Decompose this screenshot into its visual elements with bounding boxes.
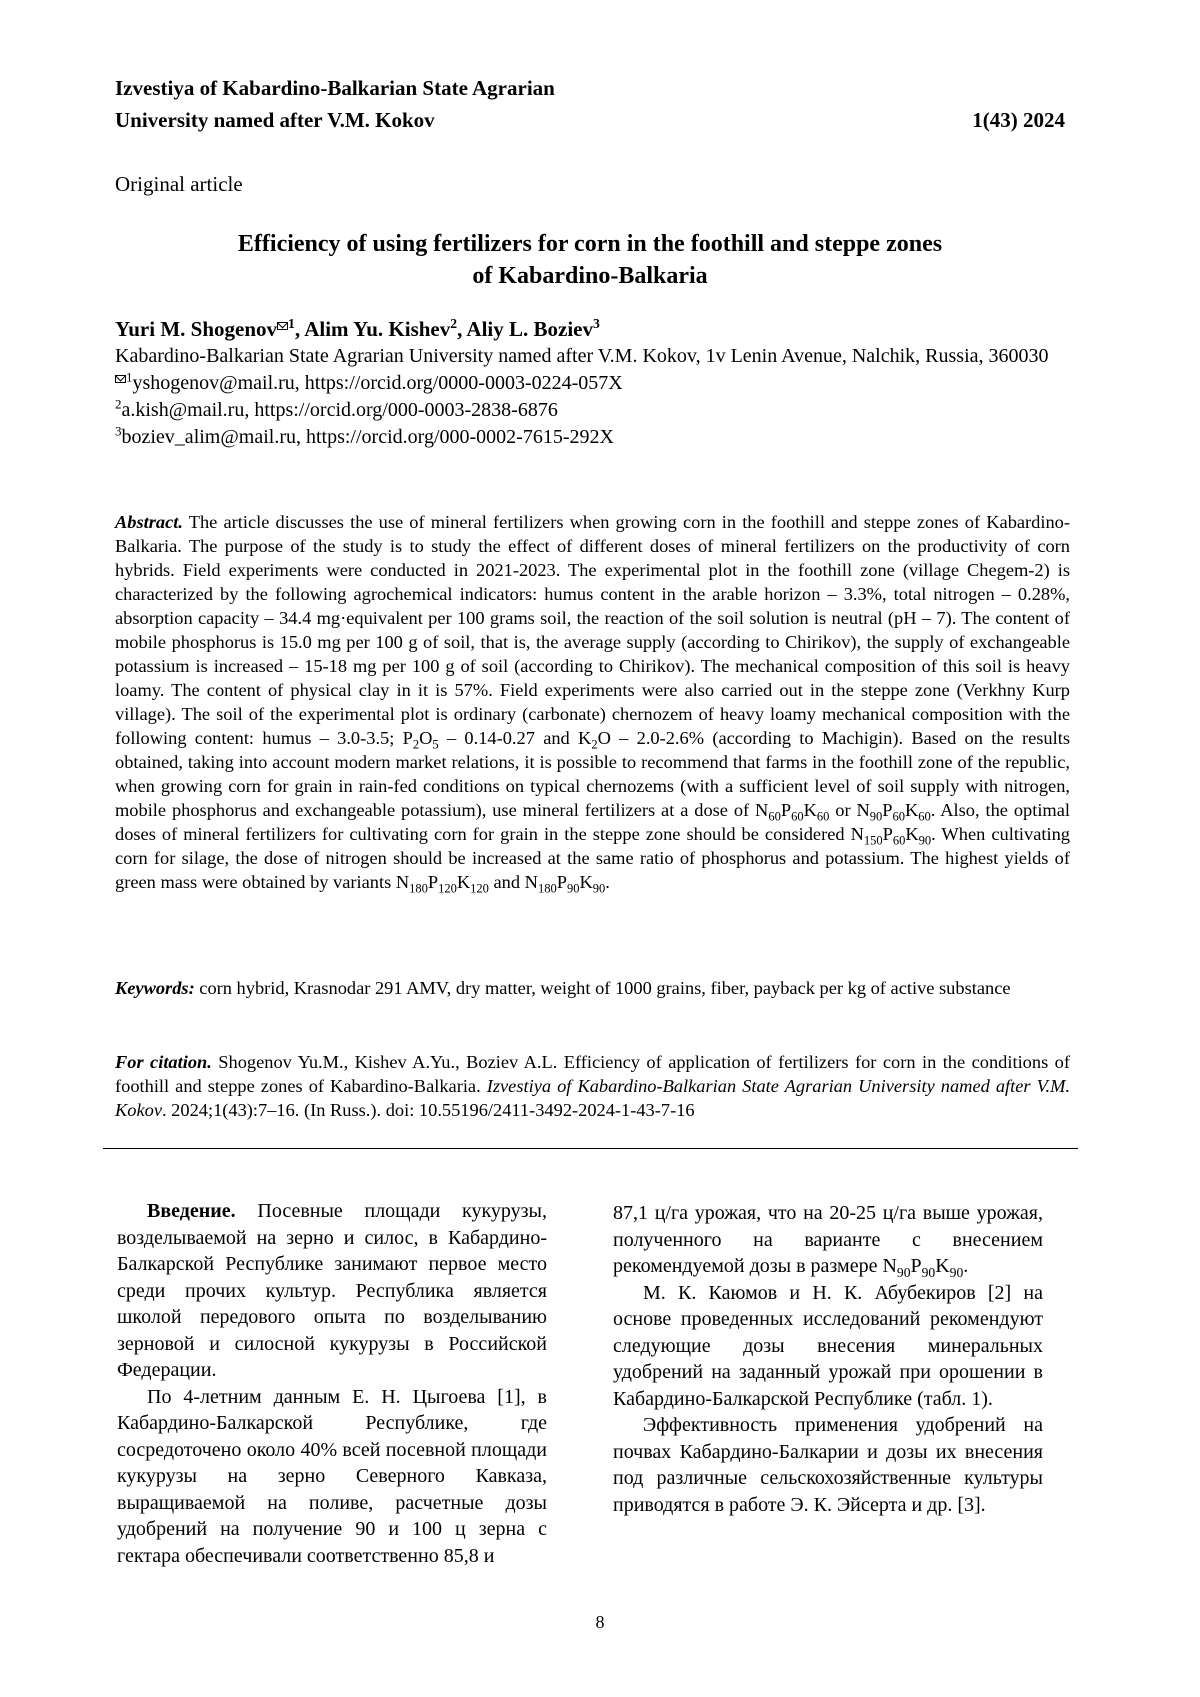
contact-2-link[interactable]: a.kish@mail.ru, https://orcid.org/000-0003-2838-6876 bbox=[121, 399, 558, 421]
body-column-left bbox=[117, 1198, 547, 1569]
page-number: 8 bbox=[595, 1612, 605, 1632]
keywords-text: corn hybrid, Krasnodar 291 AMV, dry matter, weight of 1000 grains, fiber, payback per kg of active substance bbox=[194, 978, 1011, 998]
title-line-1: Efficiency of using fertilizers for corn in the foothill and steppe zones bbox=[237, 231, 943, 257]
contact-3-link[interactable]: boziev_alim@mail.ru, https://orcid.org/000-0002-7615-292X bbox=[121, 426, 614, 448]
paragraph: М. К. Каюмов и Н. К. Абубекиров [2] на основе проведенных исследований рекомендуют следующие дозы внесения минеральных удобрений на заданный урожай при орошении в Кабардино-Балкарской Республике (табл. 1). bbox=[613, 1281, 1043, 1410]
keywords-label: Keywords: bbox=[115, 978, 195, 998]
citation-doi: . 2024;1(43):7–16. (In Russ.). doi: 10.55196/2411-3492-2024-1-43-7-16 bbox=[161, 1100, 695, 1120]
citation-journal: Izvestiya of Kabardino-Balkarian State Agrarian University named after V.M. Kokov bbox=[115, 1076, 1070, 1120]
article-title bbox=[115, 228, 1065, 292]
author-1-sup: 1 bbox=[288, 316, 295, 331]
contact-1: $^1$yshogenov@mail.ru, https://orcid.org/0000-0003-0224-057X bbox=[115, 370, 1070, 397]
author-1: Yuri M. Shogenov bbox=[115, 317, 278, 341]
paragraph: Введение. Посевные площади кукурузы, возделываемой на зерно и силос, в Кабардино-Балкарской Республике занимают первое место среди прочих культур. Республика является школой передового опыта по возделыванию зерновой и силосной кукурузы в Российской Федерации. bbox=[117, 1200, 547, 1381]
journal-name-line1: Izvestiya of Kabardino-Balkarian State Agrarian bbox=[115, 76, 555, 100]
contact-1-link[interactable]: yshogenov@mail.ru, https://orcid.org/0000-0003-0224-057X bbox=[132, 372, 623, 394]
contact-2: $^2$a.kish@mail.ru, https://orcid.org/000-0003-2838-6876 bbox=[115, 396, 558, 421]
section-heading-introduction: Введение. bbox=[147, 1200, 236, 1222]
author-names: Yuri M. Shogenov $^1$, Alim Yu. Kishev$^2$, Aliy L. Boziev$^3$ bbox=[115, 316, 600, 341]
body-column-right bbox=[613, 1200, 1043, 1518]
author-3: Aliy L. Boziev bbox=[466, 317, 593, 341]
section-divider bbox=[103, 1148, 1078, 1149]
keywords bbox=[115, 976, 1070, 1000]
journal-name-line2: University named after V.M. Kokov bbox=[115, 108, 435, 132]
author-2: Alim Yu. Kishev bbox=[304, 317, 451, 341]
article-type: Original article bbox=[115, 172, 243, 196]
abstract: Abstract. The article discusses the use of mineral fertilizers when growing corn in the foothill and steppe zones of Kabardino-Balkaria. The purpose of the study is to study the effect of different doses of mineral fertilizers on the productivity of corn hybrids. Field experiments were conducted in 2021-2023. The experimental plot in the foothill zone (village Chegem-2) is characterized by the following agrochemical indicators: humus content in the arable horizon – 3.3%, total nitrogen – 0.28%, absorption capacity – 34.4 mg·equivalent per 100 grams soil, the reaction of the soil solution is neutral (pH – 7). The content of mobile phosphorus is 15.0 mg per 100 g of soil, that is, the average supply (according to Chirikov), the supply of exchangeable potassium is increased – 15-18 mg per 100 g of soil (according to Chirikov). The mechanical composition of this soil is heavy loamy. The content of physical clay in it is 57%. Field experiments were also carried out in the steppe zone (Verkhny Kurp village). The soil of the experimental plot is ordinary (carbonate) chernozem of heavy loamy mechanical composition with the following content: humus – 3.0-3.5; $P_2O_5 - 0.14-0.27$ and $K_2O - 2.0-2.6\%$ (according to Machigin). Based on the results obtained, taking into account modern market relations, it is possible to recommend that farms in the foothill zone of the republic, when growing corn for grain in rain-fed conditions on typical chernozems (with a sufficient level of soil supply with nitrogen, mobile phosphorus and exchangeable potassium), use mineral fertilizers at a dose of $N_{60}P_{60}K_{60}$ or $N_{90}P_{60}K_{60}$. Also, the optimal doses of mineral fertilizers for cultivating corn for grain in the steppe zone should be considered $N_{150}P_{60}K_{90}$. When cultivating corn for silage, the dose of nitrogen should be increased at the same ratio of phosphorus and potassium. The highest yields of green mass were obtained by variants $N_{180}P_{120}K_{120}$ and $N_{180}P_{90}K_{90}$. bbox=[115, 512, 1071, 896]
author-3-sup: 3 bbox=[593, 316, 600, 331]
abstract-label: Abstract. bbox=[115, 512, 183, 532]
citation-label: For citation. bbox=[115, 1052, 212, 1072]
running-header bbox=[115, 72, 1065, 136]
paragraph: По 4-летним данным Е. Н. Цыгоева [1], в Кабардино-Балкарской Республике, где сосредоточено около 40% всей посевной площади кукурузы на зерно Северного Кавказа, выращиваемой на поливе, расчетные дозы удобрений на получение 90 и 100 ц зерна с гектара обеспечивали соответственно 85,8 и bbox=[117, 1385, 547, 1567]
author-block bbox=[115, 316, 1070, 451]
header-row bbox=[115, 104, 1065, 136]
title-line-2: of Kabardino-Balkaria bbox=[472, 263, 708, 289]
paragraph: 87,1 ц/га урожая, что на 20-25 ц/га выше урожая, полученного на варианте с внесением рекомендуемой дозы в размере $N_{90}P_{90}K_{90}$. bbox=[613, 1202, 1043, 1280]
citation: For citation. Shogenov Yu.M., Kishev A.Yu., Boziev A.L. Efficiency of application of fertilizers for corn in the conditions of foothill and steppe zones of Kabardino-Balkaria. Izvestiya of Kabardino-Balkarian State Agrarian University named after V.M. Kokov. 2024;1(43):7–16. (In Russ.). doi: 10.55196/2411-3492-2024-1-43-7-16 bbox=[115, 1052, 1070, 1120]
envelope-icon bbox=[277, 322, 288, 330]
author-2-sup: 2 bbox=[450, 316, 458, 331]
paragraph: Эффективность применения удобрений на почвах Кабардино-Балкарии и дозы их внесения под различные сельскохозяйственные культуры приводятся в работе Э. К. Эйсерта и др. [3]. bbox=[613, 1414, 1043, 1516]
contact-3: $^3$boziev_alim@mail.ru, https://orcid.org/000-0002-7615-292X bbox=[115, 423, 614, 448]
issue-number: 1(43) 2024 bbox=[972, 108, 1065, 132]
envelope-icon bbox=[115, 375, 126, 383]
affiliation: Kabardino-Balkarian State Agrarian University named after V.M. Kokov, 1v Lenin Avenue, Nalchik, Russia, 360030 bbox=[115, 345, 1049, 367]
